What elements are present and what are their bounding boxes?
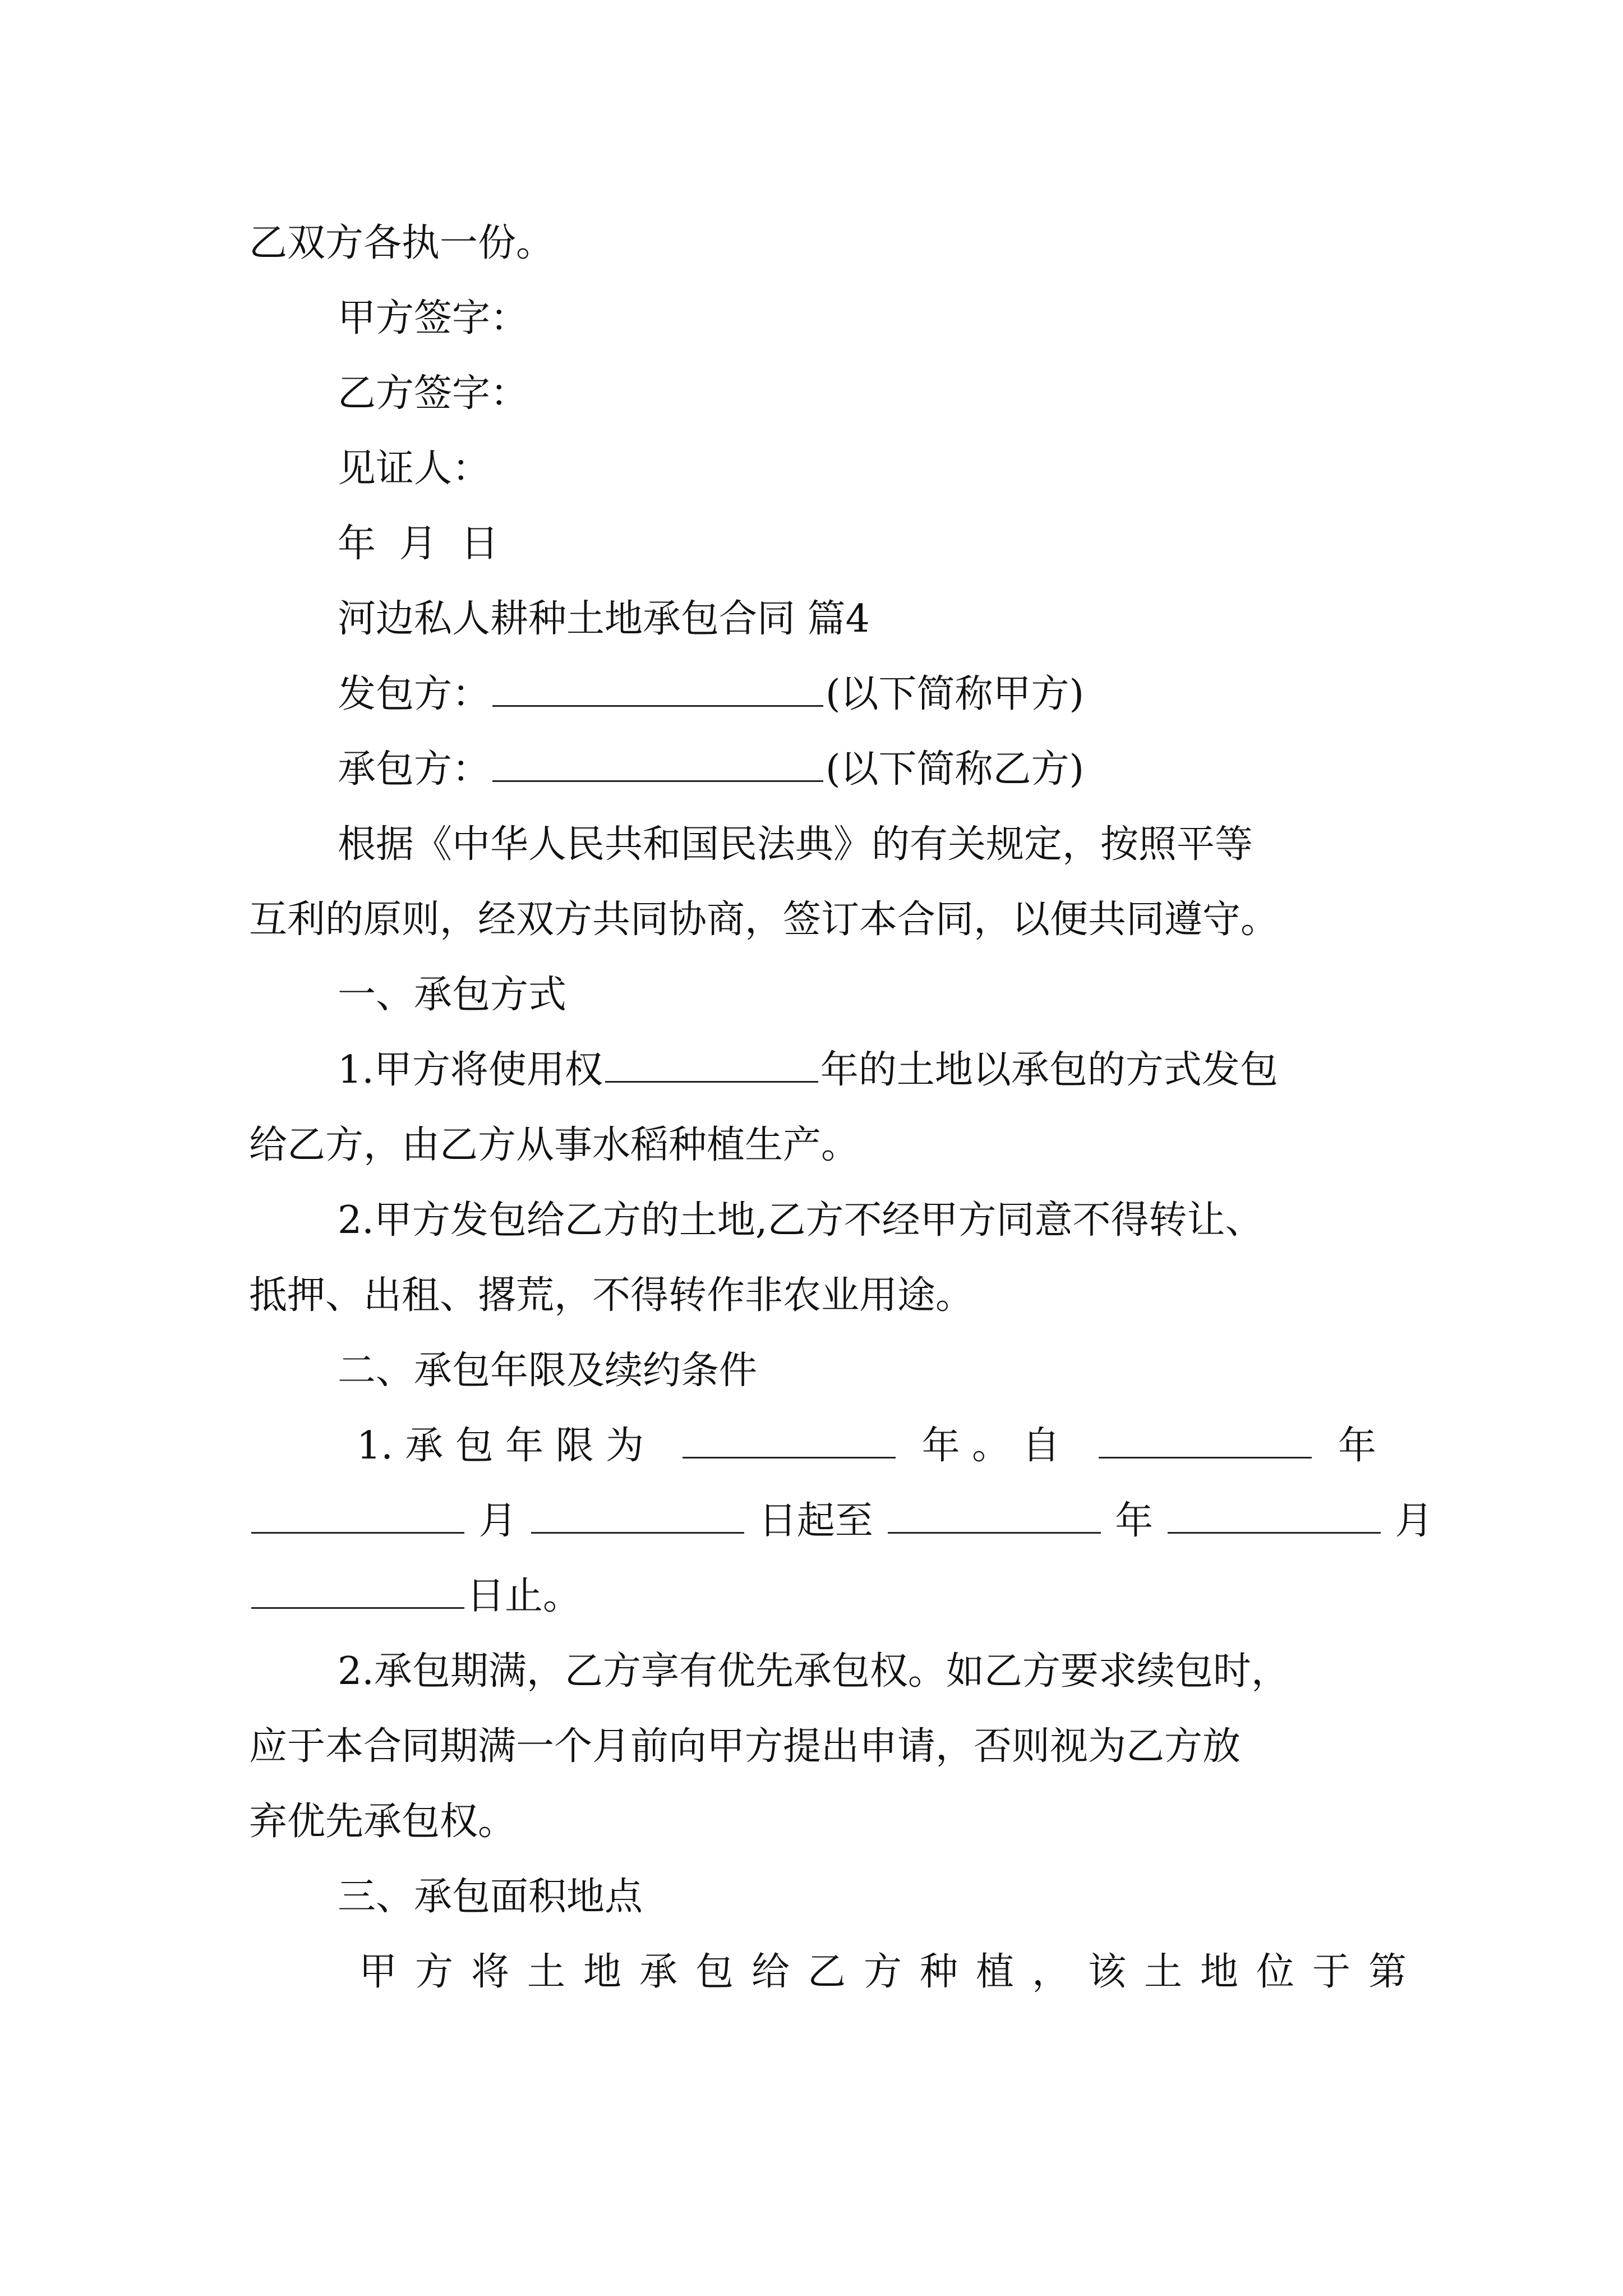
start-year-blank xyxy=(1099,1423,1312,1458)
section-title xyxy=(338,581,870,657)
signature-label: 乙方签字： xyxy=(338,371,529,416)
text: 月 xyxy=(478,1499,517,1543)
text: 年。自 xyxy=(921,1424,1072,1468)
term-years-blank xyxy=(683,1423,896,1458)
text: 年 xyxy=(1115,1499,1154,1543)
contractor-blank xyxy=(492,671,823,707)
item-2-2-line-1 xyxy=(338,1634,1289,1710)
text: 互利的原则，经双方共同协商，签订本合同，以便共同遵守。 xyxy=(249,898,1279,942)
contractee-line xyxy=(338,731,1084,808)
text: 应于本合同期满一个月前向甲方提出申请，否则视为乙方放 xyxy=(249,1724,1241,1769)
item-2-2-line-3 xyxy=(249,1784,516,1860)
item-1-1-line-1 xyxy=(338,1032,1278,1108)
text: 1.甲方将使用权 xyxy=(338,1048,603,1092)
end-month-blank xyxy=(1168,1498,1381,1534)
start-month-blank xyxy=(251,1498,464,1534)
contractee-blank xyxy=(492,747,823,782)
party-a-signature-line xyxy=(338,280,528,357)
text: 弃优先承包权。 xyxy=(249,1800,517,1844)
text: 年 xyxy=(1338,1424,1376,1468)
text: 2.甲方发包给乙方的土地,乙方不经甲方同意不得转让、 xyxy=(338,1198,1264,1243)
item-1-2-line-2 xyxy=(249,1258,974,1334)
party-b-signature-line xyxy=(338,356,528,432)
witness-label: 见证人： xyxy=(338,447,491,491)
text: 年的土地以承包的方式发包 xyxy=(820,1048,1278,1092)
title-text: 河边私人耕种土地承包合同 篇4 xyxy=(338,597,870,641)
text: 根据《中华人民共和国民法典》的有关规定，按照平等 xyxy=(338,822,1253,867)
item-1-1-line-2 xyxy=(249,1107,859,1184)
contractor-suffix: (以下简称甲方) xyxy=(826,672,1085,716)
text: 月 xyxy=(1395,1499,1433,1543)
item-3-line-1 xyxy=(359,1934,1424,2010)
years-blank xyxy=(605,1047,818,1083)
contractee-suffix: (以下简称乙方) xyxy=(826,747,1085,792)
closing-line xyxy=(249,205,554,282)
text: 日起至 xyxy=(758,1499,873,1543)
item-1-2-line-1 xyxy=(338,1182,1264,1259)
term-line-3 xyxy=(249,1558,581,1635)
intro-line-1 xyxy=(338,807,1253,883)
signature-label: 甲方签字： xyxy=(338,296,529,341)
contractee-label: 承包方： xyxy=(338,747,491,792)
text: 给乙方，由乙方从事水稻种植生产。 xyxy=(249,1123,860,1167)
date-line xyxy=(338,506,499,582)
item-2-2-line-2 xyxy=(249,1709,1241,1785)
heading-text: 二、承包年限及续约条件 xyxy=(338,1349,758,1393)
text: 日止。 xyxy=(467,1574,582,1618)
text: 1.承包年限为 xyxy=(357,1424,656,1468)
contractor-label: 发包方： xyxy=(338,672,491,716)
end-day-blank xyxy=(251,1573,464,1609)
text: 2.承包期满，乙方享有优先承包权。如乙方要求续包时， xyxy=(338,1649,1289,1694)
end-year-blank xyxy=(888,1498,1101,1534)
text: 甲方将土地承包给乙方种植，该土地位于第 xyxy=(359,1950,1425,1994)
heading-text: 一、承包方式 xyxy=(338,973,567,1017)
heading-3 xyxy=(338,1859,643,1935)
heading-text: 三、承包面积地点 xyxy=(338,1875,643,1919)
heading-1 xyxy=(338,957,566,1033)
contractor-line xyxy=(338,656,1084,733)
witness-line xyxy=(338,431,490,507)
date-label: 年 月 日 xyxy=(338,522,499,566)
intro-line-2 xyxy=(249,882,1279,958)
text: 乙双方各执一份。 xyxy=(249,221,555,265)
text: 抵押、出租、撂荒，不得转作非农业用途。 xyxy=(249,1273,974,1318)
term-line-2 xyxy=(249,1483,1433,1559)
start-day-blank xyxy=(531,1498,744,1534)
term-line-1 xyxy=(357,1408,1376,1484)
heading-2 xyxy=(338,1333,757,1409)
